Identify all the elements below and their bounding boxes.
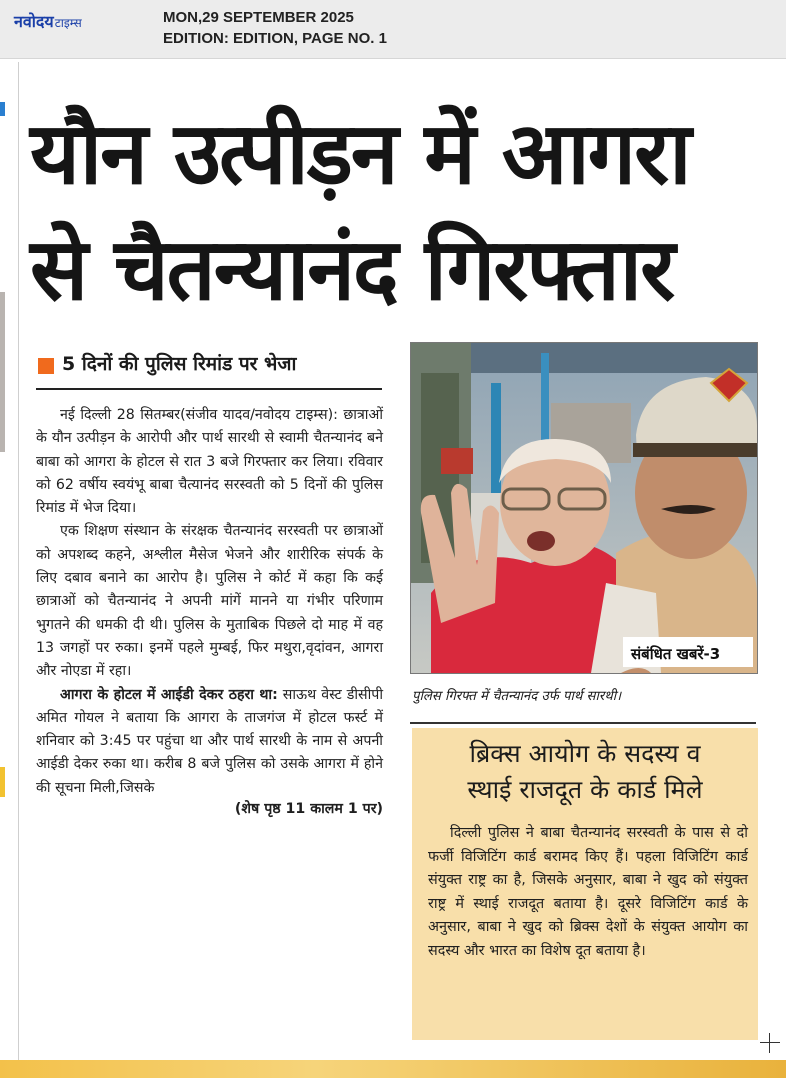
crop-mark-icon [760,1033,780,1053]
edition-page-info: EDITION: EDITION, PAGE NO. 1 [163,30,387,47]
logo-subtext: टाइम्स [54,16,82,30]
main-headline [30,96,770,328]
divider-rule [410,722,756,724]
sidebar-paragraph: दिल्ली पुलिस ने बाबा चैतन्यानंद सरस्वती के पास से दो फर्जी विजिटिंग कार्ड बरामद किए हैं। पहला विजिटिंग कार्ड संयुक्त राष्ट्र का है, जिसके अनुसार, बाबा ने खुद को संयुक्त राष्ट्र में स्थाई राजदूत बताया है। दूसरे विजिटिंग कार्ड के अनुसार, बाबा ने खुद को ब्रिक्स देशों के संयुक्त आयोग का सदस्य और भारत का विशेष दूत बताया है। [428,825,748,959]
article-paragraph: एक शिक्षण संस्थान के संरक्षक चैतन्यानंद सरस्वती पर छात्राओं को अपशब्द कहने, अश्लील मैसेज भेजने और शारीरिक संपर्क के लिए दबाव बनाने का आरोप है। पुलिस ने कोर्ट में कहा कि कई छात्राओं को चैतन्यानंद ने अपनी मांगें मानने या गंभीर परिणाम भुगतने की धमकी दी थी। पुलिस के मुताबिक पिछले दो माह में वह 13 जगहों पर रुका। इनमें पहले मुम्बई, फिर मथुरा,वृदांवन, आगरा और नोएडा में रहा। [36,523,383,680]
photo-caption: पुलिस गिरफ्त में चैतन्यानंद उर्फ पार्थ सारथी। [412,689,622,704]
logo-text: नवोदय [14,12,54,31]
header-bar [0,0,786,59]
paragraph-subheading: आगरा के होटल में आईडी देकर ठहरा था: [60,686,278,703]
edition-date: MON,29 SEPTEMBER 2025 [163,9,354,26]
next-article-edge [0,1060,786,1078]
subheading [36,346,382,390]
article-body [36,404,383,821]
newspaper-logo[interactable] [14,10,82,32]
headline-line-1: यौन उत्पीड़न में आगरा [30,104,690,204]
continued-note: (शेष पृष्ठ 11 कालम 1 पर) [234,801,383,818]
headline-line-2: से चैतन्यानंद गिरफ्तार [30,220,674,320]
previous-column-edge [0,62,19,1060]
related-news-tag[interactable]: संबंधित खबरें-3 [631,645,721,663]
arrest-photo-illustration [411,343,757,673]
article-paragraph [36,684,383,800]
sidebar-box [412,728,758,1040]
subheading-text: 5 दिनों की पुलिस रिमांड पर भेजा [62,353,297,375]
news-photo [410,342,758,674]
sidebar-title-line-2: स्थाई राजदूत के कार्ड मिले [467,775,703,804]
sidebar-title-line-1: ब्रिक्स आयोग के सदस्य व [469,739,701,768]
sidebar-box-body [428,822,748,963]
sidebar-box-title [412,736,758,808]
edge-fragment [0,292,5,452]
edge-fragment [0,102,5,116]
article-paragraph: नई दिल्ली 28 सितम्बर(संजीव यादव/नवोदय टाइम्स): छात्राओं के यौन उत्पीड़न के आरोपी और पार्थ सारथी से स्वामी चैतन्यानंद बने बाबा को आगरा के होटल से रात 3 बजे गिरफ्तार कर लिया। रविवार को 62 वर्षीय स्वयंभू बाबा चैत्यानंद सरस्वती को 5 दिनों की पुलिस रिमांड में भेज दिया। [36,407,383,517]
paragraph-text: साऊथ वेस्ट डीसीपी अमित गोयल ने बताया कि आगरा के ताजगंज में होटल फर्स्ट में शनिवार को 3:45 पर पहुंचा था और पार्थ सारथी के नाम से अपनी आईडी देकर रुका था। करीब 8 बजे पुलिस को उसके आगरा में होने की सूचना मिली,जिसके [36,686,384,796]
edge-fragment [0,767,5,797]
bullet-square-icon [38,358,54,374]
